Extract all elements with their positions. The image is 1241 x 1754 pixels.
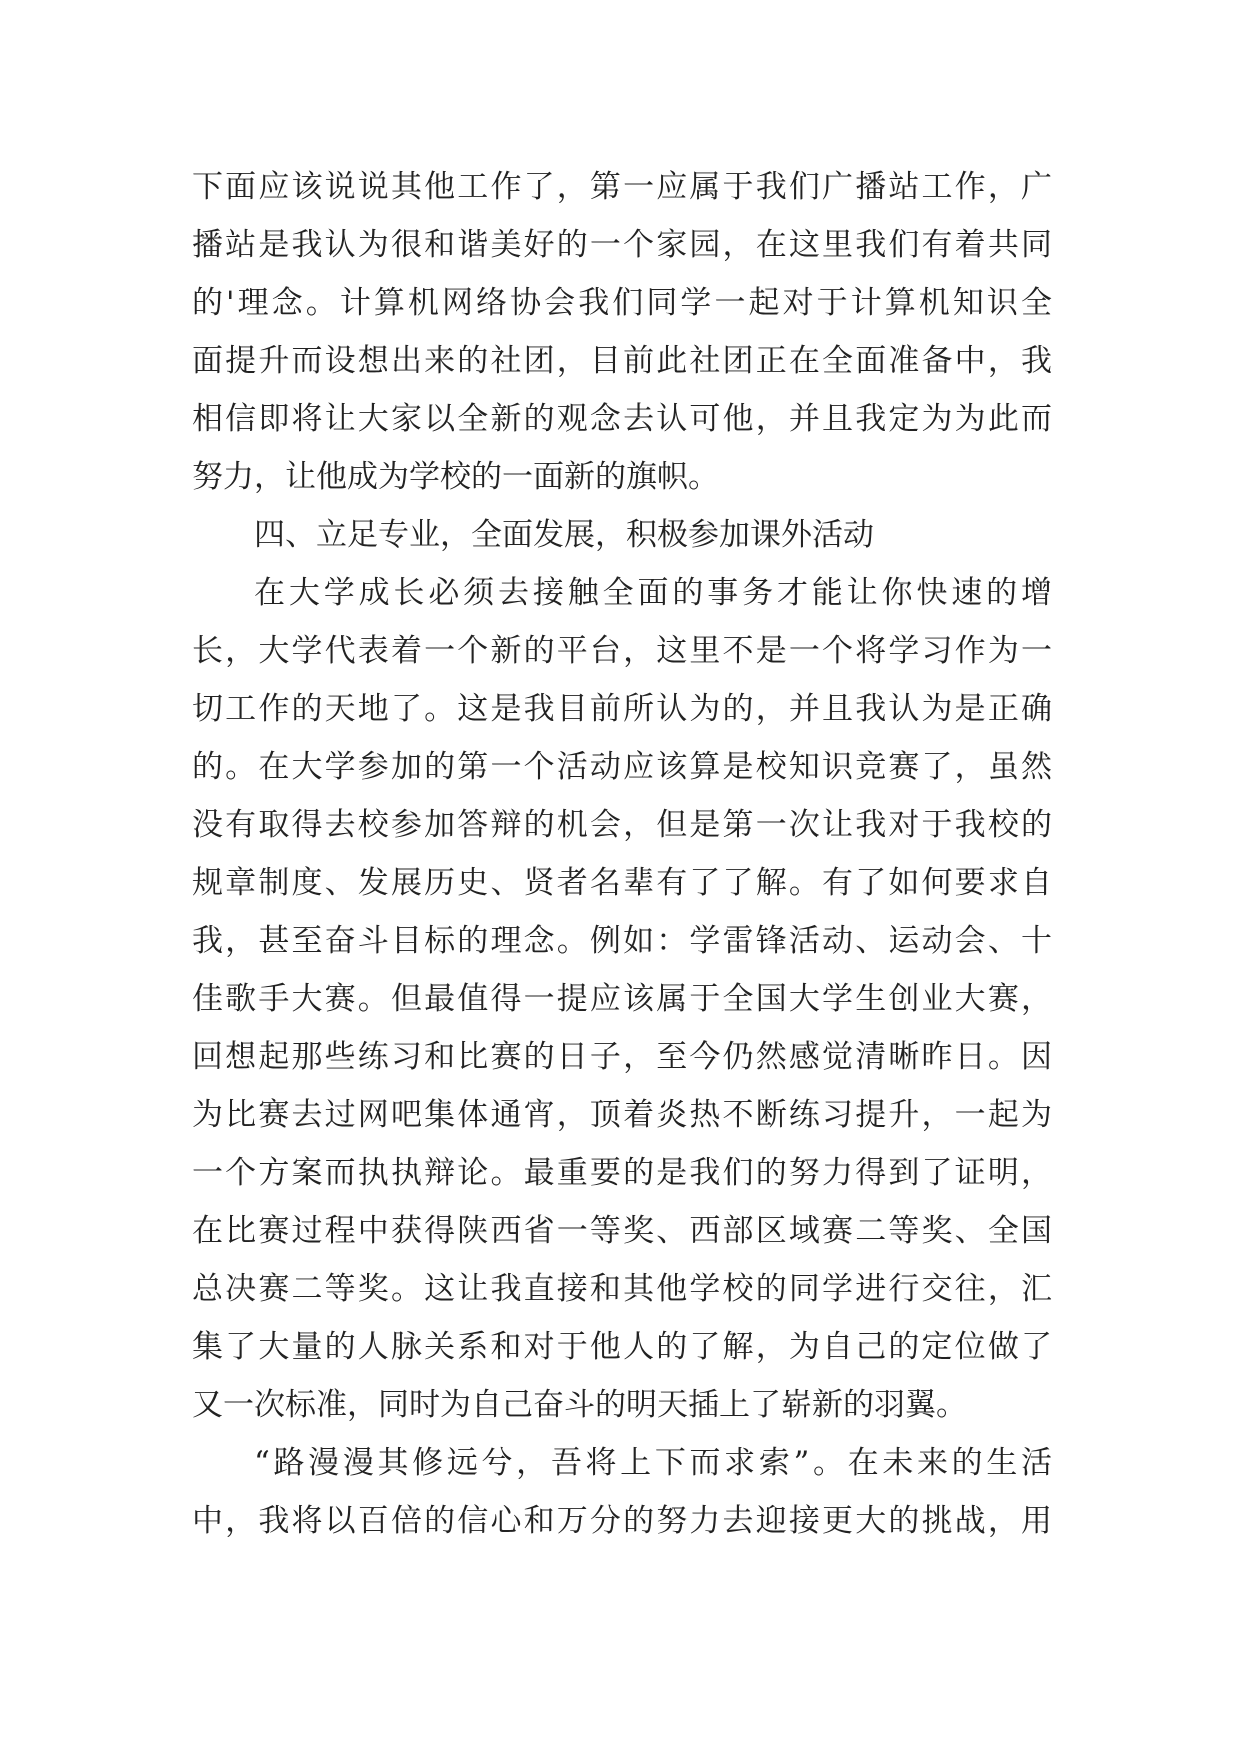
document-body [192,158,1052,1550]
text-line: 切工作的天地了。这是我目前所认为的，并且我认为是正确 [192,691,1052,727]
text-line: 长，大学代表着一个新的平台，这里不是一个将学习作为一 [192,633,1052,669]
text-line: 规章制度、发展历史、贤者名辈有了了解。有了如何要求自 [192,865,1052,901]
text-line: “路漫漫其修远兮，吾将上下而求索”。在未来的生活 [254,1445,1052,1481]
text-line: 面提升而设想出来的社团，目前此社团正在全面准备中，我 [192,343,1052,379]
text-line: 为比赛去过网吧集体通宵，顶着炎热不断练习提升，一起为 [192,1097,1052,1133]
text-line: 的'理念。计算机网络协会我们同学一起对于计算机知识全 [192,285,1052,321]
text-line: 佳歌手大赛。但最值得一提应该属于全国大学生创业大赛， [192,981,1052,1017]
text-line: 又一次标准，同时为自己奋斗的明天插上了崭新的羽翼。 [192,1387,967,1423]
text-line: 没有取得去校参加答辩的机会，但是第一次让我对于我校的 [192,807,1052,843]
text-line: 回想起那些练习和比赛的日子，至今仍然感觉清晰昨日。因 [192,1039,1052,1075]
section-heading: 四、立足专业，全面发展，积极参加课外活动 [254,517,874,553]
text-line: 在比赛过程中获得陕西省一等奖、西部区域赛二等奖、全国 [192,1213,1052,1249]
text-line: 播站是我认为很和谐美好的一个家园，在这里我们有着共同 [192,227,1052,263]
text-line: 一个方案而执执辩论。最重要的是我们的努力得到了证明， [192,1155,1052,1191]
text-line: 在大学成长必须去接触全面的事务才能让你快速的增 [254,575,1052,611]
text-line: 集了大量的人脉关系和对于他人的了解，为自己的定位做了 [192,1329,1052,1365]
text-line: 努力，让他成为学校的一面新的旗帜。 [192,459,719,495]
text-line: 我，甚至奋斗目标的理念。例如：学雷锋活动、运动会、十 [192,923,1052,959]
text-line: 下面应该说说其他工作了，第一应属于我们广播站工作，广 [192,169,1052,205]
text-line: 中，我将以百倍的信心和万分的努力去迎接更大的挑战，用 [192,1503,1052,1539]
text-line: 总决赛二等奖。这让我直接和其他学校的同学进行交往，汇 [192,1271,1052,1307]
text-line: 的。在大学参加的第一个活动应该算是校知识竞赛了，虽然 [192,749,1052,785]
text-line: 相信即将让大家以全新的观念去认可他，并且我定为为此而 [192,401,1052,437]
